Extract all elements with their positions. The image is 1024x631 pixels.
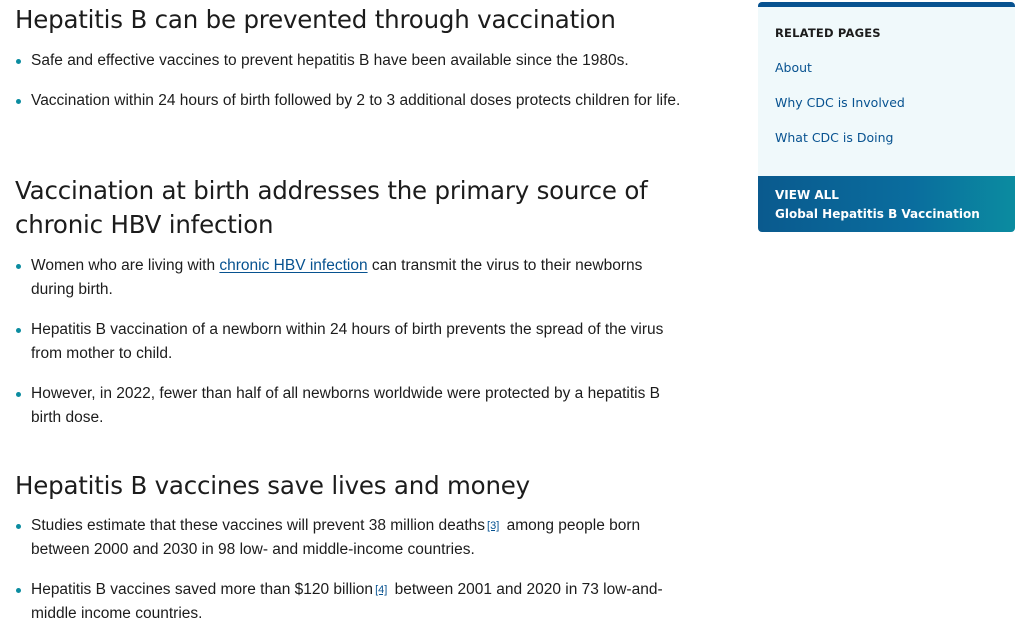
- list-item-text: Women who are living with: [31, 257, 220, 274]
- list-item: However, in 2022, fewer than half of all newborns worldwide were protected by a hepatitis B birth dose.: [15, 382, 685, 430]
- section-heading-prevention: Hepatitis B can be prevented through vaccination: [15, 5, 616, 34]
- reference-link-4[interactable]: [4]: [375, 584, 388, 596]
- related-pages-heading: RELATED PAGES: [775, 26, 881, 40]
- list-item-text: Studies estimate that these vaccines will prevent 38 million deaths: [31, 517, 486, 534]
- reference-link-3[interactable]: [3]: [487, 520, 500, 532]
- list-item: [15, 514, 685, 562]
- section-heading-lives-and-money: Hepatitis B vaccines save lives and money: [15, 471, 530, 500]
- lives-and-money-list: [15, 514, 685, 626]
- related-pages-nav: [775, 60, 905, 165]
- list-item: Safe and effective vaccines to prevent hepatitis B have been available since the 1980s.: [15, 49, 685, 73]
- list-item-text: among people born between 2000 and 2030 in 98 low- and middle-income countries.: [31, 517, 641, 558]
- list-item: Hepatitis B vaccination of a newborn within 24 hours of birth prevents the spread of the virus from mother to child.: [15, 318, 685, 366]
- section-heading-birth-vaccination: Vaccination at birth addresses the primary source of chronic HBV infection: [15, 176, 648, 239]
- sidebar-link-what-cdc-is-doing[interactable]: What CDC is Doing: [775, 130, 894, 145]
- view-all-label: VIEW ALL: [775, 188, 839, 202]
- birth-vaccination-list: [15, 254, 685, 430]
- list-item-text: between 2001 and 2020 in 73 low-and-middle income countries.: [31, 581, 663, 622]
- related-pages-sidebar: [758, 2, 1015, 232]
- sidebar-top-border: [758, 2, 1015, 7]
- view-all-button[interactable]: [758, 176, 1015, 232]
- view-all-title: Global Hepatitis B Vaccination: [775, 207, 980, 221]
- chronic-hbv-infection-link[interactable]: chronic HBV infection: [219, 257, 368, 274]
- sidebar-link-why-cdc-is-involved[interactable]: Why CDC is Involved: [775, 95, 905, 110]
- list-item-text: can transmit the virus to their newborns during birth.: [31, 257, 643, 298]
- list-item: [15, 578, 685, 626]
- list-item: [15, 254, 685, 302]
- list-item: Vaccination within 24 hours of birth followed by 2 to 3 additional doses protects children for life.: [15, 89, 685, 113]
- sidebar-link-about[interactable]: About: [775, 60, 812, 75]
- list-item-text: Hepatitis B vaccines saved more than $120 billion: [31, 581, 374, 598]
- prevention-list: [15, 49, 685, 113]
